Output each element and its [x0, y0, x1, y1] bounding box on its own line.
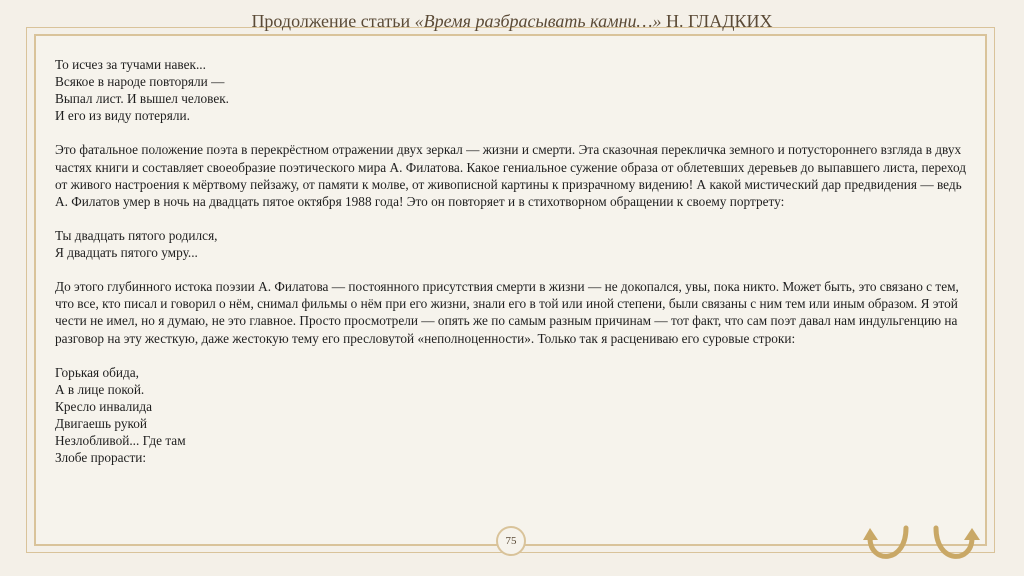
poem-line: А в лице покой. — [55, 381, 145, 397]
curved-arrow-forward-icon[interactable] — [922, 520, 984, 560]
poem-stanza-2 — [55, 227, 975, 261]
page-number: 75 — [505, 535, 517, 547]
poem-line: И его из виду потеряли. — [55, 108, 190, 124]
page-title — [0, 11, 1024, 32]
poem-line: Я двадцать пятого умру... — [55, 245, 198, 261]
poem-line: Ты двадцать пятого родился, — [55, 227, 218, 243]
article-body — [55, 56, 975, 466]
title-suffix: Н. ГЛАДКИХ — [661, 11, 773, 31]
poem-line: Выпал лист. И вышел человек. — [55, 91, 230, 107]
poem-stanza-3 — [55, 364, 975, 467]
paragraph-1: Это фатальное положение поэта в перекрёстном отражении двух зеркал — жизни и смерти. Эта сказочная перекличка земного и потустороннего взгляда в двух частях книги и составляет своеобразие поэтического мира А. Филатова. Какое гениальное сужение образа от облетевших деревьев до выпавшего листа, переход от живого настроения к мёртвому пейзажу, от памяти к молве, от живописной картины к призрачному видению! А какой мистический дар предвидения — ведь А. Филатов умер в ночь на двадцать пятое октября 1988 года! Это он повторяет и в стихотворном обращении к своему портрету: — [55, 142, 967, 209]
curved-arrow-back-icon[interactable] — [860, 520, 922, 560]
paragraph-2: До этого глубинного истока поэзии А. Филатова — постоянного присутствия смерти в жизни — не докопался, увы, пока никто. Может быть, это связано с тем, что все, кто писал и говорил о нём, снимал фильмы о нём при его жизни, знали его в той или иной степени, были связаны с ним тем или иным образом. Я этой чести не имел, но я думаю, не это главное. Просто просмотрели — опять же по самым разным причинам — тот факт, что сам поэт давал нам индульгенцию на разговор на эту жесткую, даже жестокую тему его пресловутой «неполноценности». Только так я расцениваю его суровые строки: — [55, 279, 959, 346]
poem-line: Злобе прорасти: — [55, 450, 147, 466]
title-prefix: Продолжение статьи — [251, 11, 415, 31]
title-italic: «Время разбрасывать камни…» — [414, 11, 662, 31]
poem-line: Незлобливой... Где там — [55, 433, 186, 449]
poem-line: Двигаешь рукой — [55, 415, 148, 431]
poem-line: Горькая обида, — [55, 364, 140, 380]
poem-line: Всякое в народе повторяли — — [55, 74, 225, 90]
page-number-badge — [496, 526, 526, 556]
poem-line: То исчез за тучами навек... — [55, 57, 206, 72]
poem-line: Кресло инвалида — [55, 398, 153, 414]
poem-stanza-1 — [55, 56, 975, 124]
